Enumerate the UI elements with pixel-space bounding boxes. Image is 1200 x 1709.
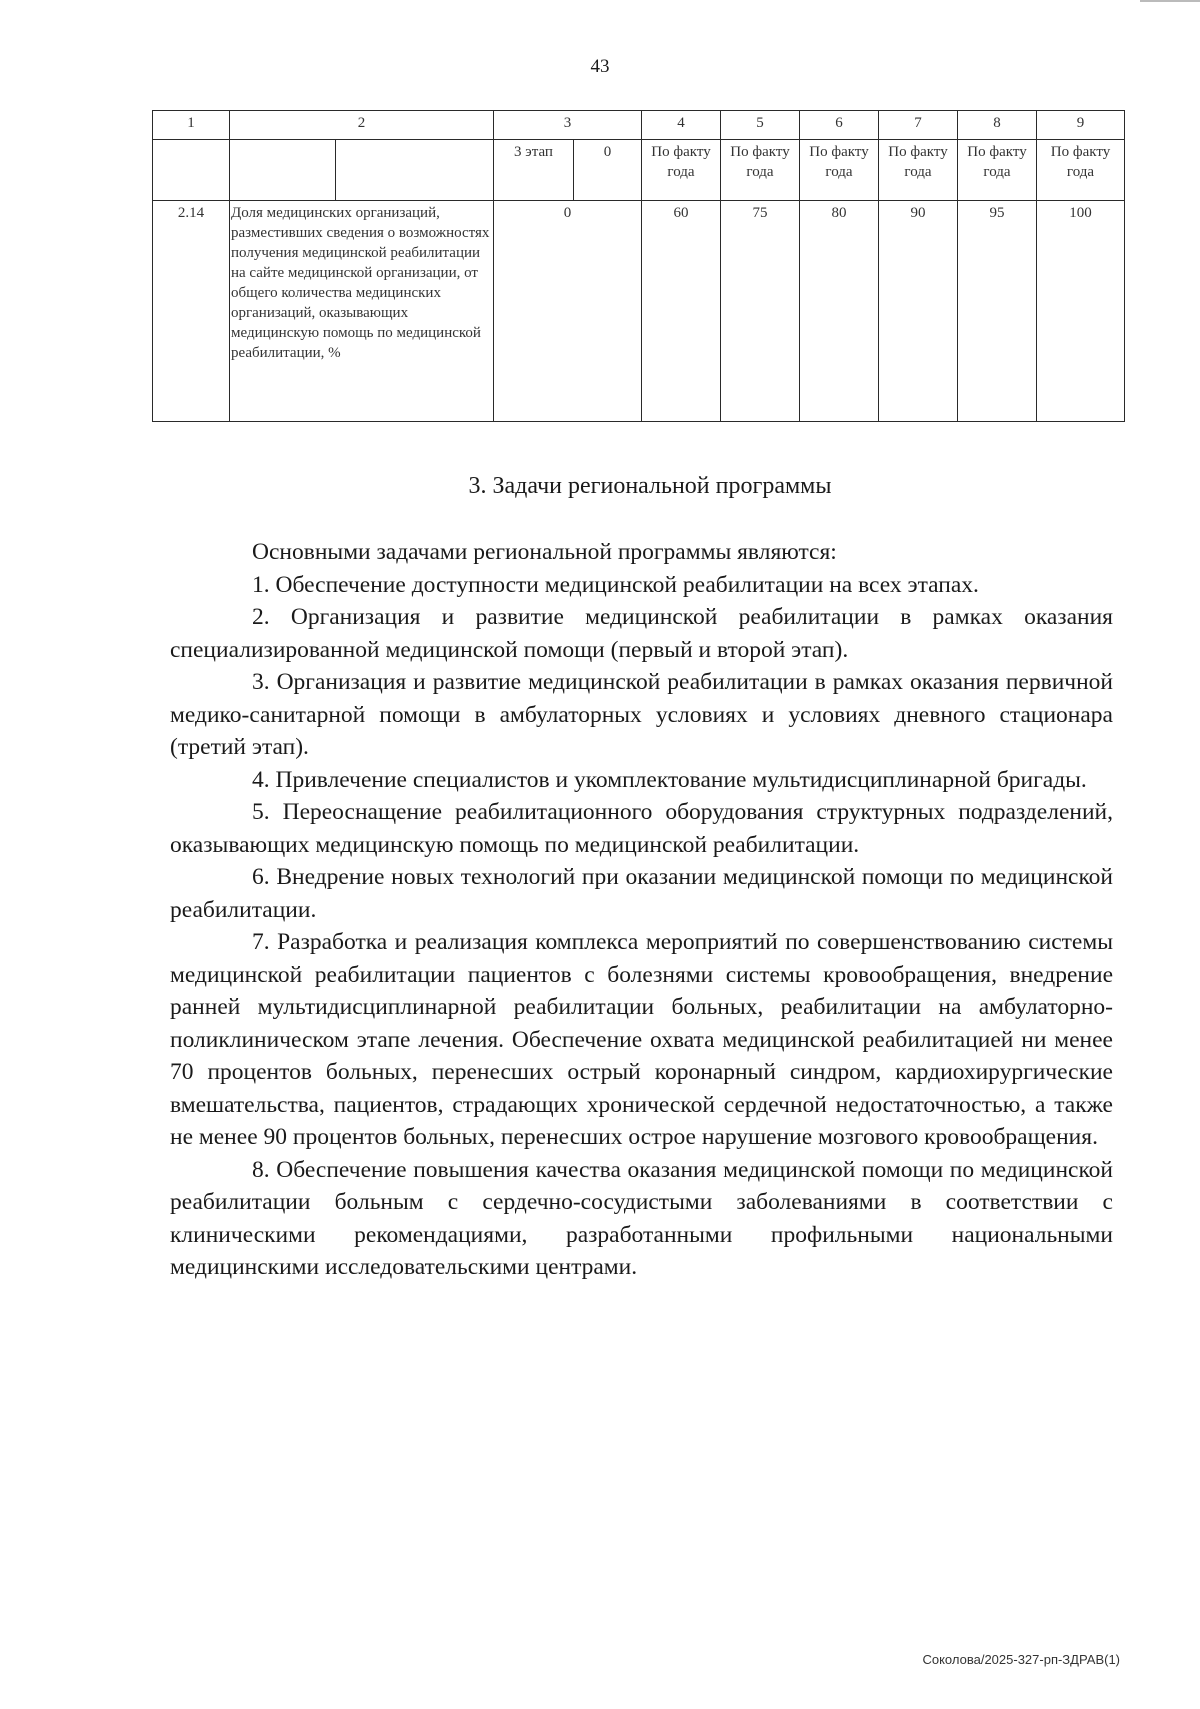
task-item-6: 6. Внедрение новых технологий при оказании медицинской помощи по медицинской реабилитации. (170, 864, 1113, 923)
task-item-4: 4. Привлечение специалистов и укомплектование мультидисциплинарной бригады. (252, 766, 1087, 793)
subheader-year-2: По факту года (721, 140, 800, 201)
table-header-row (153, 111, 1125, 140)
header-col-6: 6 (800, 111, 879, 140)
header-col-9: 9 (1037, 111, 1125, 140)
table-row (153, 201, 1125, 422)
subheader-stage: 3 этап (494, 140, 574, 201)
indicator-table (152, 110, 1125, 422)
row-value-3: 80 (800, 201, 879, 422)
row-value-6: 100 (1037, 201, 1125, 422)
task-item-2: 2. Организация и развитие медицинской реабилитации в рамках оказания специализированной медицинской помощи (первый и второй этап). (170, 604, 1113, 663)
row-value-1: 60 (642, 201, 721, 422)
subheader-year-4: По факту года (879, 140, 958, 201)
header-col-5: 5 (721, 111, 800, 140)
table-subheader-row (153, 140, 1125, 201)
row-value-4: 90 (879, 201, 958, 422)
subheader-empty-2 (230, 140, 336, 201)
header-col-7: 7 (879, 111, 958, 140)
row-value-2: 75 (721, 201, 800, 422)
task-item-5: 5. Переоснащение реабилитационного оборудования структурных подразделений, оказывающих медицинскую помощь по медицинской реабилитации. (170, 799, 1113, 858)
row-indicator-name: Доля медицинских организаций, разместивших сведения о возможностях получения медицинской реабилитации на сайте медицинской организации, от общего количества медицинских организаций, оказывающих медицинскую помощь по медицинской реабилитации, % (230, 201, 494, 422)
section-body (170, 536, 1113, 1284)
scan-edge-mark (1140, 0, 1200, 2)
subheader-year-3: По факту года (800, 140, 879, 201)
header-col-1: 1 (153, 111, 230, 140)
subheader-year-5: По факту года (958, 140, 1037, 201)
subheader-empty-1 (153, 140, 230, 201)
task-item-1: 1. Обеспечение доступности медицинской реабилитации на всех этапах. (252, 571, 979, 598)
task-item-7: 7. Разработка и реализация комплекса мероприятий по совершенствованию системы медицинской реабилитации пациентов с болезнями системы кровообращения, внедрение ранней мультидисциплинарной реабилитации больных, реабилитации на амбулаторно-поликлиническом этапе лечения. Обеспечение охвата медицинской реабилитацией ни менее 70 процентов больных, перенесших острый коронарный синдром, кардиохирургические вмешательства, пациентов, страдающих хронической сердечной недостаточностью, а также не менее 90 процентов больных, перенесших острое нарушение мозгового кровообращения. (170, 929, 1113, 1150)
footer-document-code: Соколова/2025-327-рп-ЗДРАВ(1) (922, 1652, 1120, 1667)
subheader-empty-3 (336, 140, 494, 201)
header-col-2: 2 (230, 111, 494, 140)
task-item-8: 8. Обеспечение повышения качества оказания медицинской помощи по медицинской реабилитации больным с сердечно-сосудистыми заболеваниями в соответствии с клиническими рекомендациями, разработанными профильными национальными медицинскими исследовательскими центрами. (170, 1156, 1113, 1280)
section-intro: Основными задачами региональной программы являются: (252, 539, 837, 565)
row-value-5: 95 (958, 201, 1037, 422)
task-item-3: 3. Организация и развитие медицинской реабилитации в рамках оказания первичной медико-санитарной помощи в амбулаторных условиях и условиях дневного стационара (третий этап). (170, 669, 1113, 760)
row-number: 2.14 (153, 201, 230, 422)
subheader-base: 0 (574, 140, 642, 201)
subheader-year-1: По факту года (642, 140, 721, 201)
header-col-3: 3 (494, 111, 642, 140)
header-col-4: 4 (642, 111, 721, 140)
page-number: 43 (590, 56, 610, 77)
header-col-8: 8 (958, 111, 1037, 140)
section-title: 3. Задачи региональной программы (468, 473, 832, 499)
row-base-value: 0 (494, 201, 642, 422)
subheader-year-6: По факту года (1037, 140, 1125, 201)
